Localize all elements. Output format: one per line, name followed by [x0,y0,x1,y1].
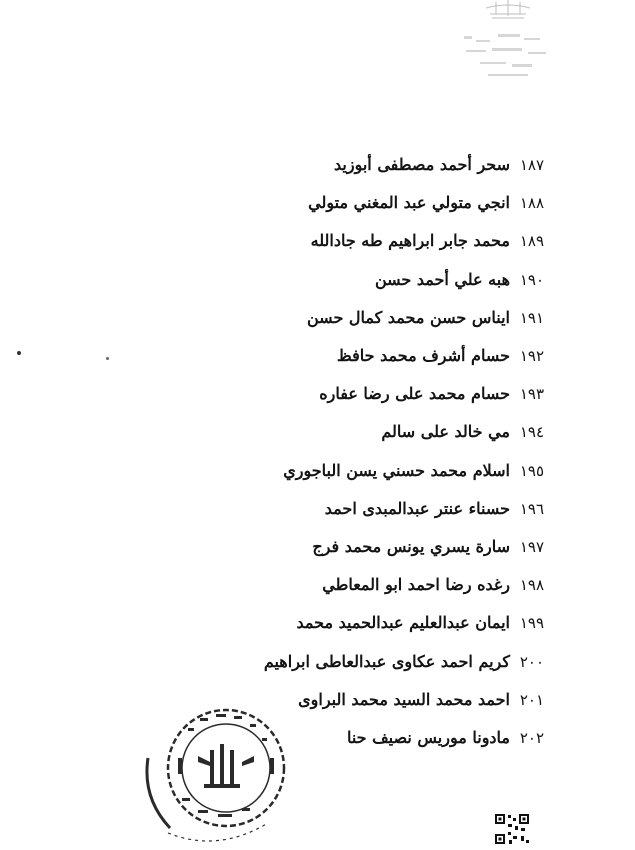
list-item [0,303,635,333]
entry-number: ١٨٩ [519,232,544,251]
entry-name: مادونا موريس نصيف حنا [346,728,510,747]
entry-number: ١٩٠ [519,270,544,289]
list-item [0,570,635,600]
entry-number: ١٩٩ [519,614,544,633]
entry-name: سحر أحمد مصطفى أبوزيد [334,155,510,174]
list-item [0,150,635,180]
qr-code-icon [493,812,531,846]
entry-number: ١٨٧ [519,156,544,174]
entry-name: هبه علي أحمد حسن [374,269,510,289]
entry-number: ١٩٤ [519,423,544,442]
entry-number: ١٩٧ [519,538,544,556]
list-item [0,608,635,638]
top-seal [458,0,558,95]
list-item [0,685,635,715]
list-item [0,265,635,295]
entry-name: حسام محمد على رضا عفاره [319,384,510,404]
entry-number: ١٩١ [519,308,544,327]
entry-name: رغده رضا احمد ابو المعاطي [322,575,510,595]
entry-name: ايناس حسن محمد كمال حسن [306,307,510,327]
entry-name: اسلام محمد حسني يسن الباجوري [283,460,510,480]
entry-number: ١٩٨ [519,576,544,595]
entry-name: ايمان عبدالعليم عبدالحميد محمد [296,613,510,633]
entry-number: ٢٠٠ [519,652,544,671]
list-item [0,647,635,677]
entry-number: ٢٠٢ [519,729,544,747]
entry-number: ١٩٥ [519,461,544,480]
list-item [0,723,635,753]
round-stamp-icon [138,698,288,846]
list-item [0,494,635,524]
list-item [0,417,635,447]
list-item [0,341,635,371]
list-item [0,456,635,486]
entry-name: حسام أشرف محمد حافظ [336,346,510,365]
entry-name: كريم احمد عكاوى عبدالعاطى ابراهيم [263,651,510,671]
speck-mark [17,351,21,355]
entry-name: سارة يسري يونس محمد فرج [312,537,510,556]
list-item [0,226,635,256]
entry-number: ١٩٣ [519,385,544,404]
list-item [0,532,635,562]
entry-name: مي خالد على سالم [381,422,510,442]
list-item [0,188,635,218]
entry-name: احمد محمد السيد محمد البراوى [298,689,510,709]
entry-number: ١٩٢ [519,347,544,365]
entry-name: حسناء عنتر عبدالمبدى احمد [324,498,510,518]
entry-number: ١٩٦ [519,499,544,518]
entry-number: ١٨٨ [519,194,544,213]
list-item [0,379,635,409]
speck-mark [106,357,109,360]
entry-name: انجي متولي عبد المغني متولي [308,193,510,213]
entry-name: محمد جابر ابراهيم طه جادالله [310,231,510,251]
entry-number: ٢٠١ [519,690,544,709]
